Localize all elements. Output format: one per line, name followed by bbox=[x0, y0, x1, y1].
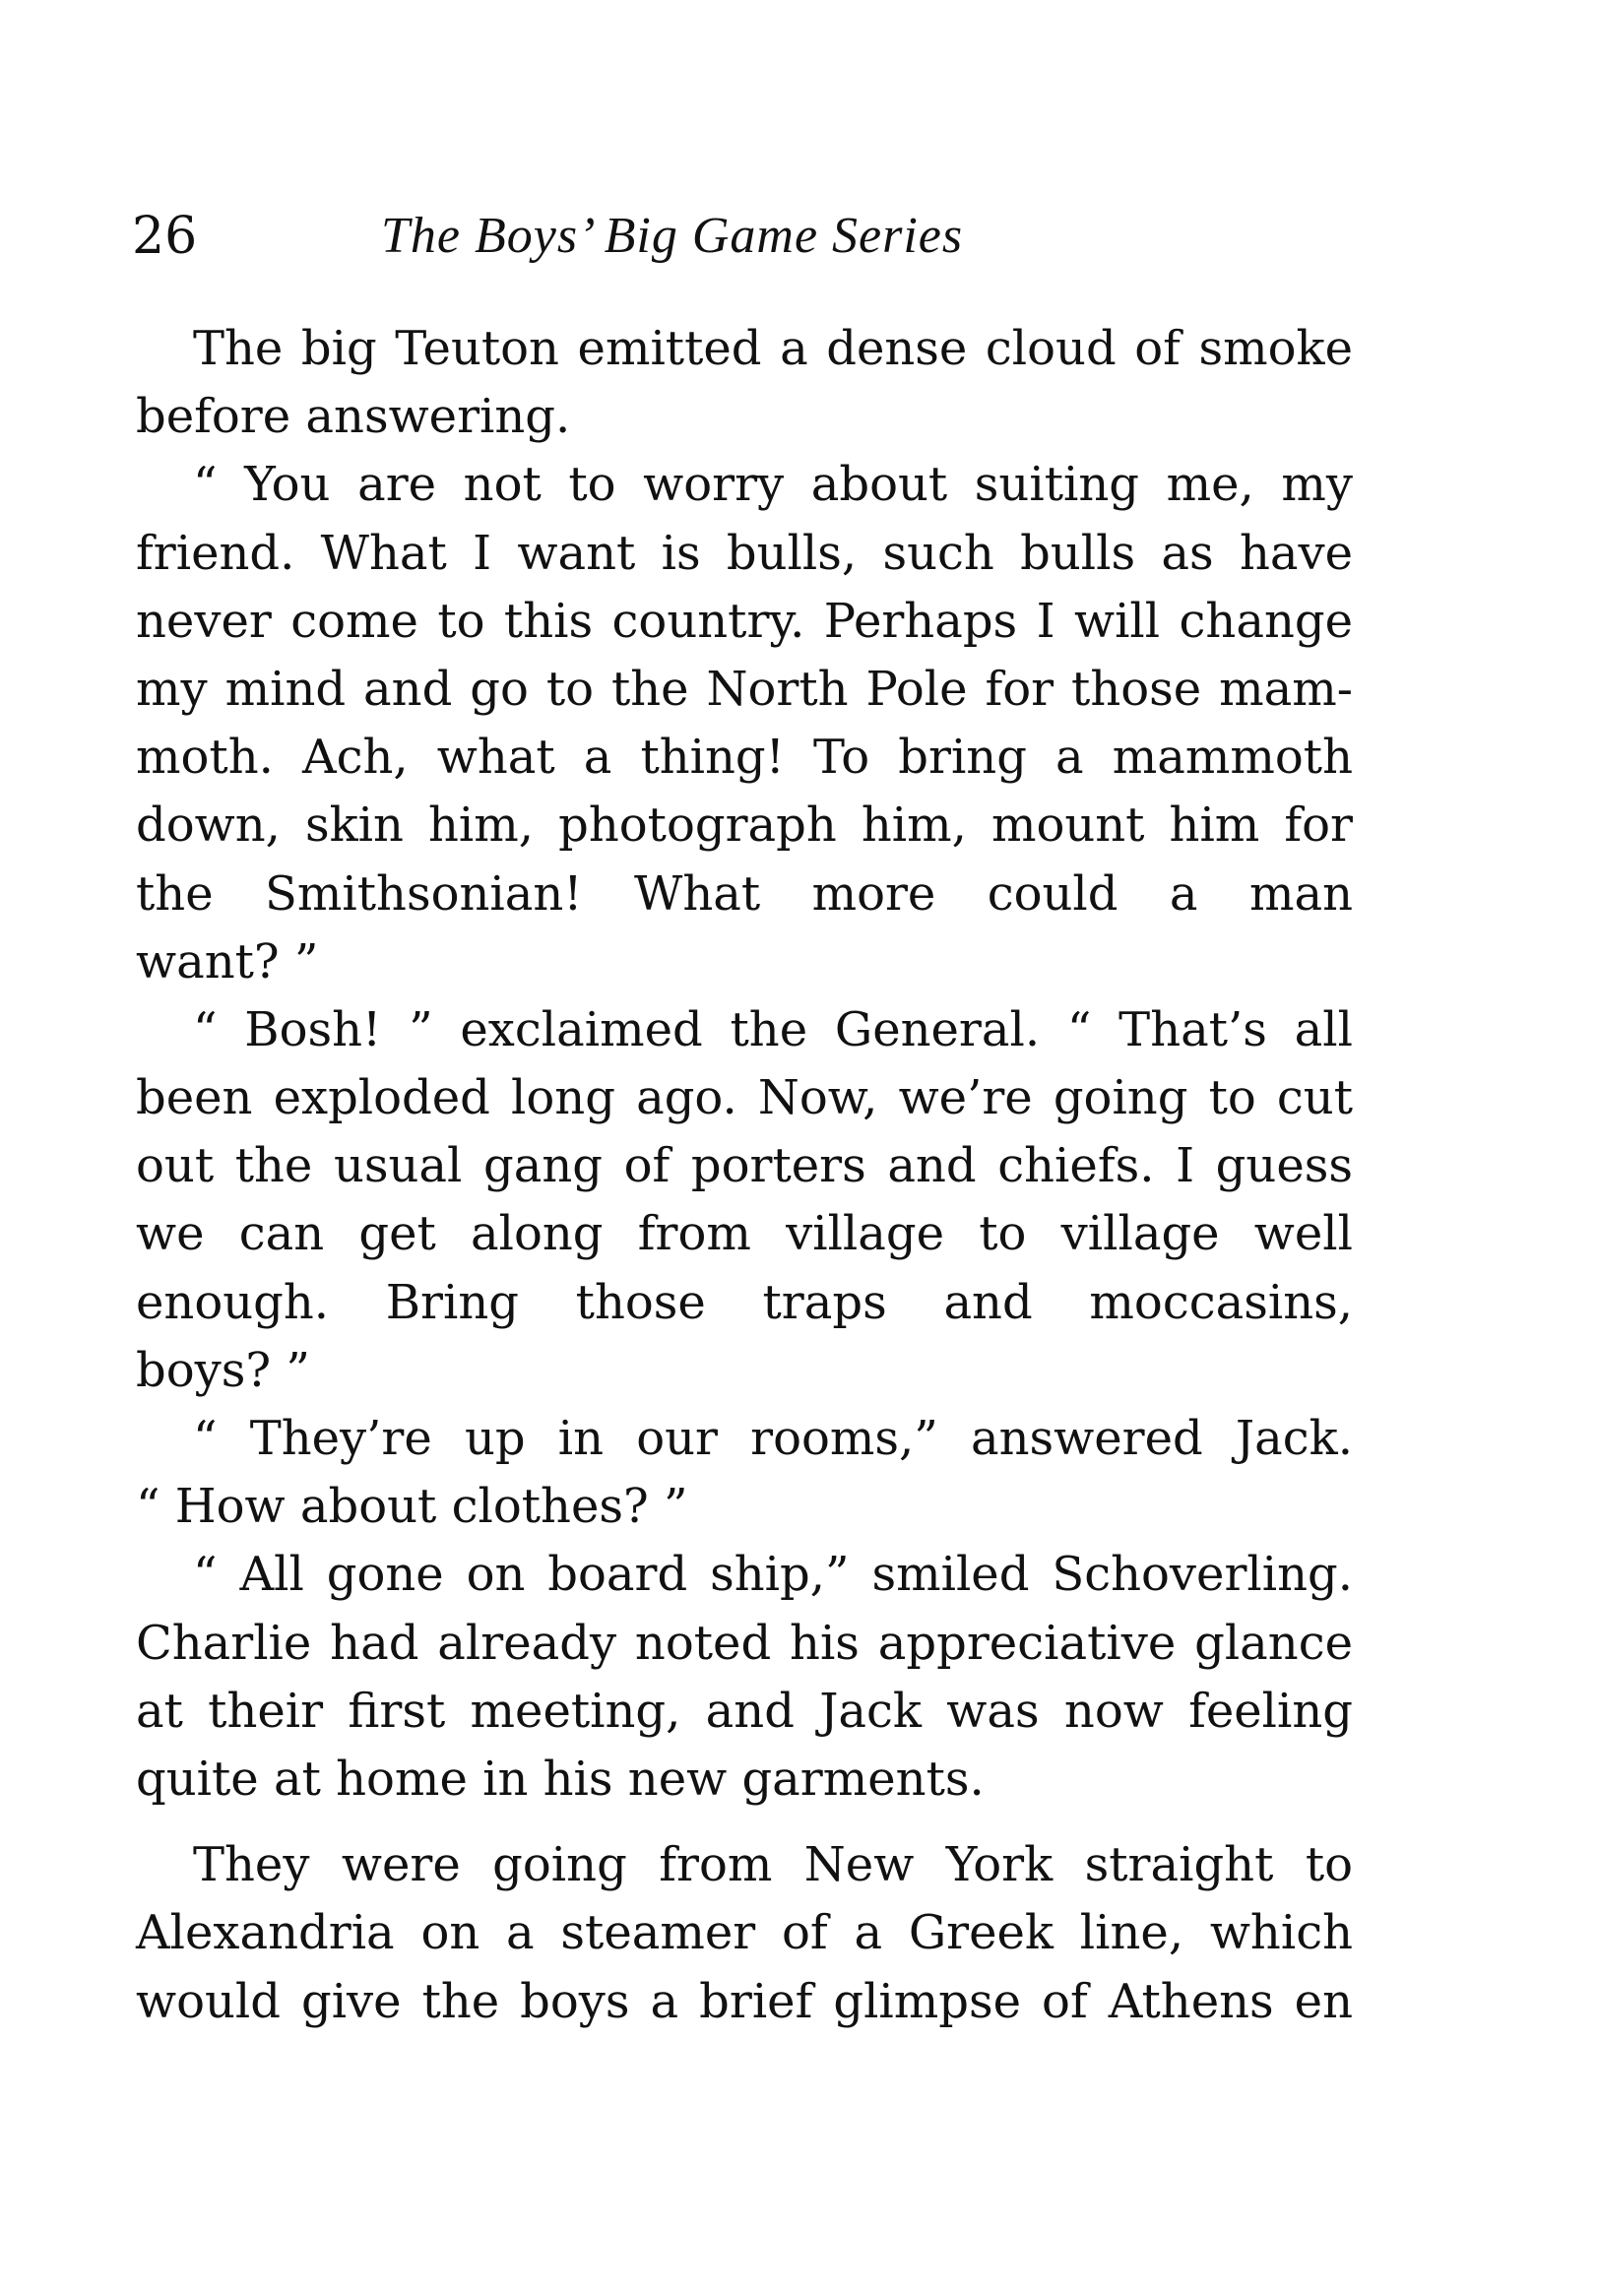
text-line: quite at home in his new garments. bbox=[136, 1751, 985, 1807]
text-line: Alexandria on a steamer of a Greek line, which bbox=[136, 1905, 1353, 1961]
text-line: out the usual gang of porters and chiefs. I guess bbox=[136, 1138, 1353, 1194]
text-line: before answering. bbox=[136, 389, 571, 445]
text-line: “ Bosh! ” exclaimed the General. “ That’s all bbox=[193, 1001, 1353, 1057]
text-line: Charlie had already noted his appreciative glance bbox=[136, 1615, 1353, 1671]
page-number: 26 bbox=[132, 207, 198, 266]
text-line: the Smithsonian! What more could a man bbox=[136, 865, 1353, 922]
text-line: want? ” bbox=[136, 933, 319, 989]
paragraph-1 bbox=[136, 315, 1353, 451]
paragraph-3 bbox=[136, 996, 1353, 1405]
text-line: down, skin him, photograph him, mount him for bbox=[136, 797, 1353, 854]
running-head bbox=[132, 202, 1353, 271]
paragraph-5 bbox=[136, 1541, 1353, 1814]
text-line: “ You are not to worry about suiting me, my bbox=[193, 457, 1353, 513]
text-line: They were going from New York straight to bbox=[193, 1837, 1353, 1893]
text-line: my mind and go to the North Pole for those mam- bbox=[136, 661, 1353, 717]
text-line: The big Teuton emitted a dense cloud of smoke bbox=[193, 321, 1353, 376]
text-line: at their first meeting, and Jack was now feeling bbox=[136, 1683, 1353, 1739]
text-line: friend. What I want is bulls, such bulls as have bbox=[136, 525, 1353, 581]
text-line: “ How about clothes? ” bbox=[136, 1479, 688, 1535]
text-line: been exploded long ago. Now, we’re going to cut bbox=[136, 1070, 1353, 1126]
text-line: never come to this country. Perhaps I will change bbox=[136, 593, 1353, 649]
page-body bbox=[136, 315, 1353, 2036]
text-line: “ They’re up in our rooms,” answered Jack. bbox=[193, 1411, 1353, 1466]
text-line: boys? ” bbox=[136, 1342, 310, 1398]
text-line: would give the boys a brief glimpse of Athens en bbox=[136, 1973, 1353, 2029]
paragraph-2 bbox=[136, 451, 1353, 996]
text-line: moth. Ach, what a thing! To bring a mammoth bbox=[136, 730, 1353, 786]
running-title: The Boys’ Big Game Series bbox=[381, 208, 964, 264]
paragraph-4 bbox=[136, 1405, 1353, 1541]
paragraph-gap bbox=[136, 1814, 1353, 1831]
paragraph-6 bbox=[136, 1831, 1353, 2036]
text-line: we can get along from village to village well bbox=[136, 1206, 1353, 1262]
text-line: enough. Bring those traps and moccasins, bbox=[136, 1274, 1353, 1330]
text-line: “ All gone on board ship,” smiled Schoverling. bbox=[193, 1547, 1353, 1603]
